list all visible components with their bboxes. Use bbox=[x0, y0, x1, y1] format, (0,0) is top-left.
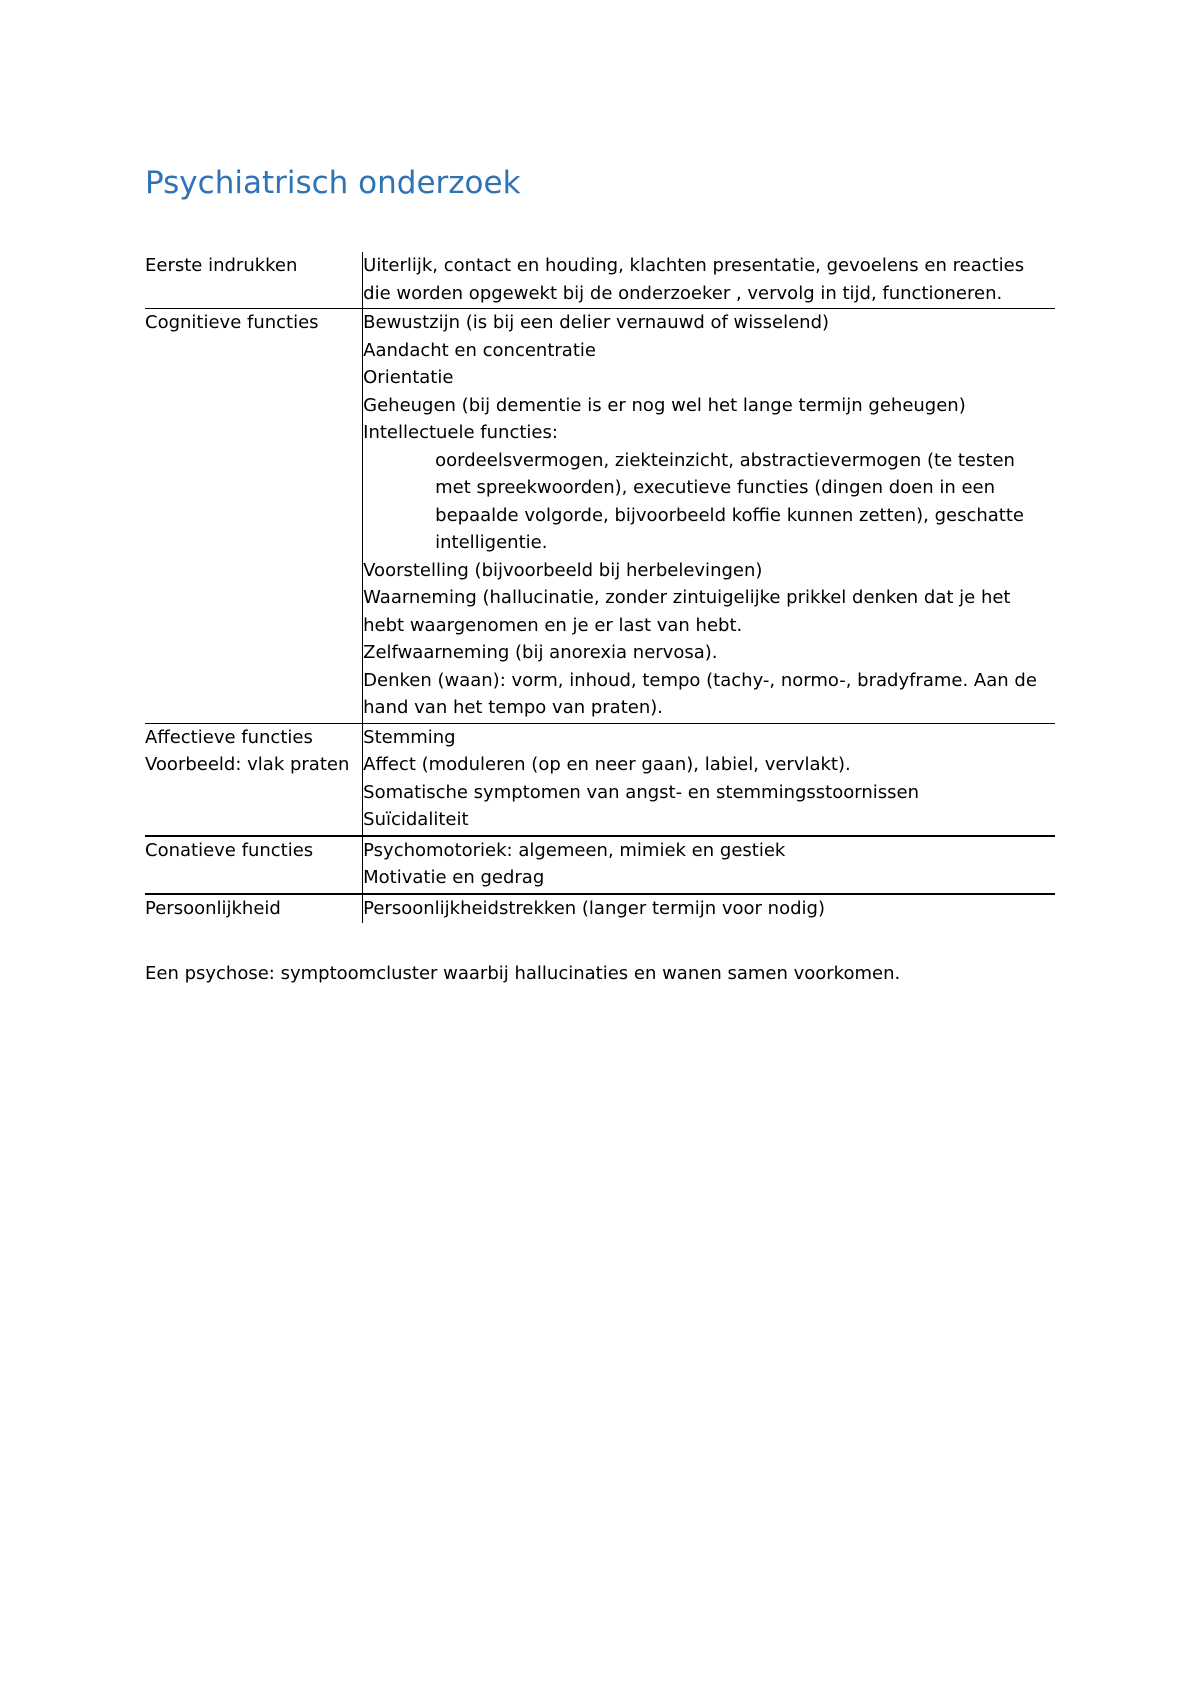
content-line: Somatische symptomen van angst- en stemmingsstoornissen bbox=[363, 781, 919, 803]
row-content-cell bbox=[363, 252, 1055, 309]
content-line: Bewustzijn (is bij een delier vernauwd of wisselend) bbox=[363, 312, 830, 333]
row-content-cell bbox=[363, 309, 1055, 724]
row-content-cell bbox=[363, 836, 1055, 894]
page-title: Psychiatrisch onderzoek bbox=[145, 165, 521, 201]
content-line: Zelfwaarneming (bij anorexia nervosa). bbox=[363, 642, 718, 663]
content-line: Waarneming (hallucinatie, zonder zintuigelijke prikkel denken dat je het hebt waargenomen en je er last van hebt. bbox=[363, 587, 1011, 636]
content-line: Intellectuele functies: bbox=[363, 422, 558, 443]
content-line: Motivatie en gedrag bbox=[363, 867, 545, 888]
row-content-cell bbox=[363, 894, 1055, 924]
content-line: Psychomotoriek: algemeen, mimiek en gestiek bbox=[363, 839, 786, 861]
table-row-conatieve-functies bbox=[145, 836, 1055, 894]
row-content-cell bbox=[363, 723, 1055, 836]
content-line: oordeelsvermogen, ziekteinzicht, abstractievermogen (te testen met spreekwoorden), executieve functies (dingen doen in een bepaalde volgorde, bijvoorbeeld koffie kunnen zetten), geschatte intelligentie. bbox=[435, 449, 1024, 553]
content-line: Geheugen (bij dementie is er nog wel het lange termijn geheugen) bbox=[363, 394, 966, 416]
content-line: Persoonlijkheidstrekken (langer termijn voor nodig) bbox=[363, 897, 825, 919]
row-label-cell bbox=[145, 894, 363, 924]
table-row-affectieve-functies bbox=[145, 723, 1055, 836]
content-line: Voorstelling (bijvoorbeeld bij herbelevingen) bbox=[363, 559, 763, 581]
row-label: Cognitieve functies bbox=[145, 312, 319, 333]
content-line: Uiterlijk, contact en houding, klachten presentatie, gevoelens en reacties die worden opgewekt bij de onderzoeker , vervolg in tijd, functioneren. bbox=[363, 255, 1025, 304]
row-label: Voorbeeld: vlak praten bbox=[145, 754, 350, 775]
row-label: Persoonlijkheid bbox=[145, 897, 281, 919]
table-row-cognitieve-functies bbox=[145, 309, 1055, 724]
content-line: Suïcidaliteit bbox=[363, 809, 469, 830]
content-line: Affect (moduleren (op en neer gaan), labiel, vervlakt). bbox=[363, 754, 851, 775]
content-line: Denken (waan): vorm, inhoud, tempo (tachy-, normo-, bradyframe. Aan de hand van het tempo van praten). bbox=[363, 669, 1037, 718]
footnote-psychose: Een psychose: symptoomcluster waarbij hallucinaties en wanen samen voorkomen. bbox=[145, 963, 901, 984]
row-label: Affectieve functies bbox=[145, 726, 313, 748]
row-label: Conatieve functies bbox=[145, 839, 314, 861]
table-row-persoonlijkheid bbox=[145, 894, 1055, 924]
row-label-cell bbox=[145, 836, 363, 894]
row-label: Eerste indrukken bbox=[145, 255, 298, 276]
row-label-cell bbox=[145, 252, 363, 309]
table-row-eerste-indrukken bbox=[145, 252, 1055, 309]
content-line: Aandacht en concentratie bbox=[363, 339, 596, 361]
content-line: Orientatie bbox=[363, 367, 454, 388]
row-label-cell bbox=[145, 309, 363, 724]
content-line: Stemming bbox=[363, 726, 456, 748]
exam-table bbox=[145, 252, 1055, 923]
exam-table-body bbox=[145, 252, 1055, 923]
row-label-cell bbox=[145, 723, 363, 836]
